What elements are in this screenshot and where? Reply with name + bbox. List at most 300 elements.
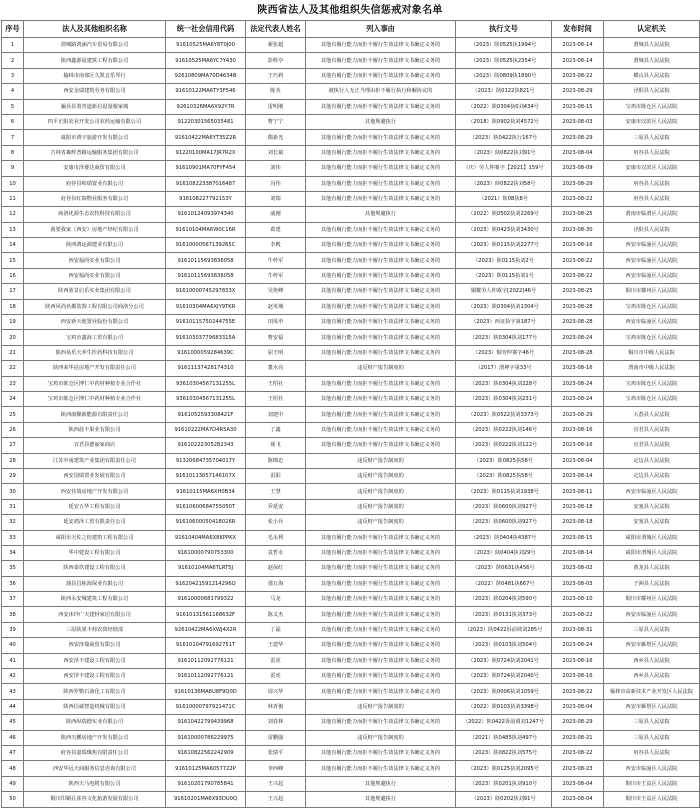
cell-col-legal-rep: 王巧莉: [246, 68, 306, 83]
table-row: [2, 592, 700, 607]
cell-col-legal-rep: 雷鹏强: [246, 730, 306, 745]
cell-col-doc-no: （2021）陕0485执刘497号: [456, 730, 552, 745]
cell-col-seq: 18: [2, 299, 24, 314]
cell-col-org-name: 西安泽丰建设工程有限公司: [24, 653, 166, 668]
cell-col-credit-code: 91610600050418026R: [166, 515, 246, 530]
cell-col-legal-rep: 曹宁宁: [246, 114, 306, 129]
cell-col-legal-rep: 毛永利: [246, 530, 306, 545]
cell-col-org-name: 府谷县红瑞物业服务有限公司: [24, 191, 166, 206]
cell-col-legal-rep: 李西峰: [246, 761, 306, 776]
cell-col-publish-date: 2023-08-14: [552, 38, 604, 53]
cell-col-authority: 西安市临潼区人民法院: [604, 315, 700, 330]
cell-col-reason: 其他有履行能力而拒不履行生效法律文书确定义务的: [306, 53, 456, 68]
cell-col-reason: 其他有履行能力而拒不履行生效法律文书确定义务的: [306, 745, 456, 760]
cell-col-reason: 违反财产报告制度的: [306, 484, 456, 499]
cell-col-legal-rep: 那万海: [246, 576, 306, 591]
cell-col-reason: 其他有履行能力而拒不履行生效法律文书确定义务的: [306, 622, 456, 637]
cell-col-doc-no: （2023）陕0631执456号: [456, 561, 552, 576]
table-row: [2, 299, 700, 314]
cell-col-org-name: 陕西荣华昆房地产开发有限责任公司: [24, 361, 166, 376]
cell-col-reason: 违反财产报告制度的: [306, 453, 456, 468]
cell-col-credit-code: 91610422799439968: [166, 715, 246, 730]
cell-col-publish-date: 2023-08-28: [552, 345, 604, 360]
cell-col-credit-code: 91610136MA6U8F9Q0D: [166, 684, 246, 699]
table-row: [2, 730, 700, 745]
cell-col-seq: 42: [2, 669, 24, 684]
cell-col-org-name: 西安沐玲广天建材家居有限公司: [24, 607, 166, 622]
cell-col-authority: 泾阳县人民法院: [604, 222, 700, 237]
cell-col-reason: 其他有履行能力而拒不履行生效法律文书确定义务的: [306, 38, 456, 53]
cell-col-legal-rep: 牛梓军: [246, 253, 306, 268]
cell-col-publish-date: 2023-08-04: [552, 792, 604, 807]
cell-col-legal-rep: 李殿: [246, 238, 306, 253]
cell-col-reason: 其他有履行能力而拒不履行生效法律文书确定义务的: [306, 561, 456, 576]
table-row: [2, 391, 700, 406]
cell-col-legal-rep: 赵英城: [246, 299, 306, 314]
cell-col-authority: 咸阳市渭城区人民法院: [604, 545, 700, 560]
cell-col-credit-code: 91320684735704017Y: [166, 453, 246, 468]
cell-col-doc-no: （2022）陕0304执0刘434号: [456, 99, 552, 114]
cell-col-doc-no: （2023）陕0115执刘1938号: [456, 484, 552, 499]
cell-col-authority: 宝鸡市陈仓区人民法院: [604, 376, 700, 391]
cell-col-credit-code: 91610113057146107X: [166, 468, 246, 483]
cell-col-credit-code: 91610122MA6TY3F546: [166, 84, 246, 99]
cell-col-reason: 其他有履行能力而拒不履行生效法律文书确定义务的: [306, 268, 456, 283]
cell-col-reason: 其他有履行能力而拒不履行生效法律文书确定义务的: [306, 161, 456, 176]
cell-col-authority: 三原县人民法院: [604, 730, 700, 745]
cell-col-authority: 三原县人民法院: [604, 622, 700, 637]
cell-col-credit-code: 91611137428174310: [166, 361, 246, 376]
cell-col-doc-no: （2023）陕0724执刘2041号: [456, 653, 552, 668]
cell-col-publish-date: 2023-08-14: [552, 53, 604, 68]
cell-col-legal-rep: 马龙: [246, 592, 306, 607]
table-row: [2, 576, 700, 591]
cell-col-legal-rep: 袁哲水: [246, 545, 306, 560]
table-row: [2, 38, 700, 53]
cell-col-org-name: 陕西永安城建筑工程有限公司: [24, 592, 166, 607]
cell-col-credit-code: 91610112092776121: [166, 653, 246, 668]
cell-col-credit-code: 9161000059284639C: [166, 345, 246, 360]
cell-col-legal-rep: 彭辉亭: [246, 53, 306, 68]
cell-col-reason: 其他有履行能力而拒不履行生效法律文书确定义务的: [306, 253, 456, 268]
cell-col-publish-date: 2023-08-03: [552, 576, 604, 591]
cell-col-doc-no: （2023）陕0404执刘29号: [456, 545, 552, 560]
cell-col-credit-code: 91610422MA6YT35Z2R: [166, 130, 246, 145]
cell-col-org-name: 延安五华工程有限公司: [24, 499, 166, 514]
cell-col-credit-code: 93610304567131255L: [166, 376, 246, 391]
cell-col-legal-rep: 雷虎: [246, 653, 306, 668]
cell-col-seq: 28: [2, 453, 24, 468]
cell-col-credit-code: 91610124093974340: [166, 207, 246, 222]
cell-col-credit-code: 91610112092776121: [166, 669, 246, 684]
cell-col-credit-code: 91610000681799322: [166, 592, 246, 607]
cell-col-authority: 西安市临潼区人民法院: [604, 761, 700, 776]
cell-col-reason: 其他有履行能力而拒不履行生效法律文书确定义务的: [306, 130, 456, 145]
cell-col-reason: 其他有履行能力而拒不履行生效法律文书确定义务的: [306, 545, 456, 560]
cell-col-authority: 铜川市王益区人民法院: [604, 792, 700, 807]
table-row: [2, 268, 700, 283]
cell-col-doc-no: （2023）陕0304执刘177号: [456, 330, 552, 345]
cell-col-authority: 西安市雁塔区人民法院: [604, 699, 700, 714]
cell-col-legal-rep: 董水亮: [246, 361, 306, 376]
cell-col-doc-no: （2017）渭神字第33号: [456, 361, 552, 376]
cell-col-credit-code: 91610600684755050T: [166, 499, 246, 514]
cell-col-org-name: 延安鸿泽工贸有限责任公司: [24, 515, 166, 530]
cell-col-org-name: 陕西泰玖建设工程有限公司: [24, 561, 166, 576]
cell-col-org-name: 西安福尚实业有限公司: [24, 268, 166, 283]
cell-col-publish-date: 2023-08-24: [552, 391, 604, 406]
cell-col-seq: 40: [2, 638, 24, 653]
cell-col-publish-date: 2023-08-22: [552, 253, 604, 268]
cell-col-org-name: 西安国瑞置业发展有限公司: [24, 468, 166, 483]
cell-col-seq: 15: [2, 253, 24, 268]
cell-col-legal-rep: 戚刚: [246, 207, 306, 222]
cell-col-seq: 19: [2, 315, 24, 330]
cell-col-legal-rep: 冯伟: [246, 176, 306, 191]
cell-col-org-name: 陕西罗勒石油化工有限公司: [24, 684, 166, 699]
cell-col-org-name: 咸阳市天佐之纺建筑工程有限公司: [24, 530, 166, 545]
cell-col-publish-date: 2023-08-22: [552, 684, 604, 699]
cell-col-credit-code: 91610222MA7D4R5A30: [166, 422, 246, 437]
cell-col-reason: 违反财产报告制度的: [306, 468, 456, 483]
cell-col-doc-no: （2023）陕0115执刘2277号: [456, 238, 552, 253]
table-row: [2, 545, 700, 560]
cell-col-authority: 宝鸡市陈仓区人民法院: [604, 330, 700, 345]
cell-col-seq: 13: [2, 222, 24, 237]
cell-col-publish-date: 2023-08-28: [552, 315, 604, 330]
cell-col-legal-rep: 曹安福: [246, 330, 306, 345]
cell-col-legal-rep: 雷阳: [246, 468, 306, 483]
page-title: 陕西省法人及其他组织失信惩戒对象名单: [257, 5, 443, 16]
cell-col-authority: 三原县人民法院: [604, 130, 700, 145]
cell-col-org-name: 华中建设工程有限公司: [24, 545, 166, 560]
cell-col-reason: 其他有履行能力而拒不履行生效法律文书确定义务的: [306, 391, 456, 406]
cell-col-credit-code: 91220100MA17JR7R2X: [166, 145, 246, 160]
cell-col-doc-no: （2023）陕0222执刘122号: [456, 438, 552, 453]
cell-col-org-name: 榆林市南郊区久凯音乐琴行: [24, 68, 166, 83]
cell-col-seq: 3: [2, 68, 24, 83]
table-row: [2, 345, 700, 360]
cell-col-authority: 西乡县人民法院: [604, 653, 700, 668]
cell-col-authority: 西安市临潼区人民法院: [604, 607, 700, 622]
cell-col-authority: 安塞县人民法院: [604, 515, 700, 530]
cell-col-reason: 其他有履行能力而拒不履行生效法律文书确定义务的: [306, 191, 456, 206]
cell-col-reason: 其他有履行能力而拒不履行生效法律文书确定义务的: [306, 145, 456, 160]
cell-col-legal-rep: 王绍社: [246, 391, 306, 406]
cell-col-reason: 其他规避执行: [306, 114, 456, 129]
cell-col-seq: 4: [2, 84, 24, 99]
cell-col-doc-no: （2023）陕0304执刘228号: [456, 376, 552, 391]
cell-col-publish-date: 2023-08-11: [552, 484, 604, 499]
cell-col-seq: 30: [2, 484, 24, 499]
cell-col-reason: 其他有履行能力而拒不履行生效法律文书确定义务的: [306, 315, 456, 330]
table-header-row: [2, 21, 700, 38]
cell-col-credit-code: 91610222305282343: [166, 438, 246, 453]
table-body: [2, 38, 700, 808]
table-row: [2, 161, 700, 176]
cell-col-authority: 安康市汉滨区人民法院: [604, 161, 700, 176]
header-col-publish-date: 发布时间: [552, 21, 604, 38]
table-row: [2, 776, 700, 791]
cell-col-legal-rep: 田凤申: [246, 315, 306, 330]
cell-col-publish-date: 2023-08-24: [552, 376, 604, 391]
cell-col-doc-no: （2022）陕0103执刘3398号: [456, 699, 552, 714]
cell-col-publish-date: 2023-08-02: [552, 561, 604, 576]
cell-col-publish-date: 2023-08-22: [552, 607, 604, 622]
cell-col-doc-no: （2023）陕0822执刘91号: [456, 145, 552, 160]
cell-col-legal-rep: 王慧: [246, 484, 306, 499]
cell-col-publish-date: 2023-08-16: [552, 438, 604, 453]
cell-col-reason: 其他有履行能力而拒不履行生效法律文书确定义务的: [306, 345, 456, 360]
cell-col-credit-code: 93610304567131255L: [166, 391, 246, 406]
cell-col-reason: 违反财产报告制度的: [306, 515, 456, 530]
cell-col-doc-no: （2023）陕0423执刘3430号: [456, 222, 552, 237]
cell-col-seq: 24: [2, 391, 24, 406]
cell-col-authority: 宜君县人民法院: [604, 438, 700, 453]
cell-col-reason: 其他有履行能力而拒不履行生效法律文书确定义务的: [306, 299, 456, 314]
cell-col-publish-date: 2023-08-15: [552, 530, 604, 545]
cell-col-credit-code: 92610422MA6XWJ4X2R: [166, 622, 246, 637]
cell-col-reason: 其他有履行能力而拒不履行生效法律文书确定义务的: [306, 376, 456, 391]
cell-col-authority: 黄龙县人民法院: [604, 561, 700, 576]
cell-col-seq: 35: [2, 561, 24, 576]
cell-col-seq: 34: [2, 545, 24, 560]
cell-col-seq: 38: [2, 607, 24, 622]
cell-col-seq: 44: [2, 699, 24, 714]
cell-col-authority: 铜川市耀州区人民法院: [604, 284, 700, 299]
cell-col-doc-no: （2022）陕0422诉前调刘1247号: [456, 715, 552, 730]
cell-col-authority: 渭南市中级人民法院: [604, 361, 700, 376]
cell-col-credit-code: 92610809MA70D4634B: [166, 68, 246, 83]
cell-col-authority: 大荔县人民法院: [604, 407, 700, 422]
table-row: [2, 607, 700, 622]
cell-col-doc-no: （2022）陕0481执667号: [456, 576, 552, 591]
cell-col-credit-code: 91620421591214296Q: [166, 576, 246, 591]
header-col-legal-rep: 法定代表人姓名: [246, 21, 306, 38]
cell-col-legal-rep: 丁磊: [246, 622, 306, 637]
cell-col-authority: 三原县人民法院: [604, 715, 700, 730]
table-row: [2, 638, 700, 653]
cell-col-reason: 被执行人无正当理由拒不履行执行和解协议的: [306, 84, 456, 99]
cell-col-authority: 府谷县人民法院: [604, 176, 700, 191]
cell-col-doc-no: （2023）西证执字第187号: [456, 315, 552, 330]
cell-col-org-name: 陕西信诚智造机械有限公司: [24, 699, 166, 714]
cell-col-legal-rep: 张小兵: [246, 515, 306, 530]
cell-col-doc-no: （2023）陕0825执58号: [456, 453, 552, 468]
table-row: [2, 438, 700, 453]
table-row: [2, 499, 700, 514]
cell-col-legal-rep: 葛建: [246, 222, 306, 237]
cell-col-legal-rep: 陈英: [246, 84, 306, 99]
cell-col-publish-date: 2023-08-29: [552, 176, 604, 191]
cell-col-legal-rep: 赵保红: [246, 561, 306, 576]
cell-col-credit-code: 91610131561168632F: [166, 607, 246, 622]
cell-col-reason: 其他有履行能力而拒不履行生效法律文书确定义务的: [306, 669, 456, 684]
cell-col-authority: 宝鸡市陈仓区人民法院: [604, 299, 700, 314]
cell-col-reason: 违反财产报告制度的: [306, 499, 456, 514]
cell-col-reason: 违反财产报告制度的: [306, 361, 456, 376]
table-row: [2, 361, 700, 376]
table-row: [2, 792, 700, 807]
cell-col-reason: 其他有履行能力而拒不履行生效法律文书确定义务的: [306, 607, 456, 622]
cell-col-credit-code: 91610525MA6YC7Y430: [166, 53, 246, 68]
cell-col-authority: 铜川市王益区人民法院: [604, 776, 700, 791]
cell-col-authority: 宝鸡市陈仓区人民法院: [604, 391, 700, 406]
cell-col-credit-code: 916108227792153Y: [166, 191, 246, 206]
cell-col-doc-no: （2023）陕0103执刘504号: [456, 638, 552, 653]
cell-col-reason: 其他有履行能力而拒不履行生效法律文书确定义务的: [306, 438, 456, 453]
cell-col-authority: 府谷县人民法院: [604, 145, 700, 160]
cell-col-doc-no: （2023）陕0202执刘91号: [456, 792, 552, 807]
cell-col-org-name: 府谷县和瑞置业有限公司: [24, 176, 166, 191]
cell-col-credit-code: 91610304MA6XJY9TKR: [166, 299, 246, 314]
cell-col-doc-no: （2023）陕0115执刘2号: [456, 253, 552, 268]
table-row: [2, 130, 700, 145]
cell-col-publish-date: 2023-08-29: [552, 130, 604, 145]
header-col-doc-no: 执行文号: [456, 21, 552, 38]
cell-col-publish-date: 2023-08-16: [552, 653, 604, 668]
cell-col-legal-rep: 雷虎: [246, 669, 306, 684]
cell-col-publish-date: 2023-08-25: [552, 207, 604, 222]
cell-col-credit-code: 91610000790753300: [166, 545, 246, 560]
table-row: [2, 745, 700, 760]
table-row: [2, 653, 700, 668]
cell-col-credit-code: 91610115750244755E: [166, 315, 246, 330]
cell-col-seq: 7: [2, 130, 24, 145]
cell-col-legal-rep: 陈义杰: [246, 607, 306, 622]
cell-col-authority: 府谷县人民法院: [604, 745, 700, 760]
cell-col-credit-code: 91610201MA6X93DU0Q: [166, 792, 246, 807]
header-col-seq: 序号: [2, 21, 24, 38]
cell-col-org-name: 陕西鑫源晨建筑工程有限公司: [24, 53, 166, 68]
cell-col-reason: 其他规避执行: [306, 207, 456, 222]
cell-col-doc-no: （2023）陕0822执刘575号: [456, 745, 552, 760]
cell-col-org-name: 陕西易乐天养生医药科技有限公司: [24, 345, 166, 360]
cell-col-org-name: 陕西天鹏房地产开发有限公司: [24, 730, 166, 745]
cell-col-org-name: 渭城路鸿涵汽车贸易有限公司: [24, 38, 166, 53]
cell-col-publish-date: 2023-08-14: [552, 468, 604, 483]
cell-col-seq: 36: [2, 576, 24, 591]
cell-col-reason: 其他有履行能力而拒不履行生效法律文书确定义务的: [306, 530, 456, 545]
cell-col-doc-no: （2023）陕0222执刘146号: [456, 422, 552, 437]
cell-col-seq: 41: [2, 653, 24, 668]
cell-col-authority: 西安市雁塔区人民法院: [604, 638, 700, 653]
cell-col-doc-no: （2023）陕0006执刘1059号: [456, 684, 552, 699]
cell-col-credit-code: 91610525MA6Y8T0J00: [166, 38, 246, 53]
cell-col-publish-date: 2023-08-24: [552, 330, 604, 345]
cell-col-doc-no: （2023）陕0825执58号: [456, 468, 552, 483]
cell-col-seq: 16: [2, 268, 24, 283]
cell-col-publish-date: 2023-08-03: [552, 114, 604, 129]
cell-col-seq: 22: [2, 361, 24, 376]
table-row: [2, 84, 700, 99]
cell-col-org-name: 陕西风尚名都装饰工程有限公司商洛分公司: [24, 299, 166, 314]
cell-col-org-name: 宝鸡市鑫海工贸有限公司: [24, 330, 166, 345]
cell-col-org-name: 江苏中南建筑产业集团有限责任公司: [24, 453, 166, 468]
cell-col-org-name: 宝鸡市陈仓区博仁中药材种植专业合作社: [24, 391, 166, 406]
cell-col-seq: 32: [2, 515, 24, 530]
blacklist-table: [1, 20, 700, 808]
cell-col-legal-rep: 吴艳峰: [246, 284, 306, 299]
cell-col-doc-no: （2023）陕0724执刘2040号: [456, 669, 552, 684]
table-row: [2, 330, 700, 345]
cell-col-doc-no: （2023）陕0125执刘2095号: [456, 761, 552, 776]
cell-col-seq: 45: [2, 715, 24, 730]
cell-col-reason: 其他有履行能力而拒不履行生效法律文书确定义务的: [306, 284, 456, 299]
cell-col-authority: 渭城县人民法院: [604, 53, 700, 68]
cell-col-publish-date: 2023-08-09: [552, 161, 604, 176]
cell-col-authority: 铜川市中级人民法院: [604, 345, 700, 360]
cell-col-authority: 宝鸡市陈仓区人民法院: [604, 99, 700, 114]
cell-col-authority: 宜君县人民法院: [604, 422, 700, 437]
cell-col-doc-no: （2023）陕0809执1890号: [456, 68, 552, 83]
cell-col-org-name: 我要我家（西安）房地产经纪有限公司: [24, 222, 166, 237]
table-row: [2, 761, 700, 776]
cell-col-seq: 29: [2, 468, 24, 483]
cell-col-doc-no: （2023）陕0822执刘58号: [456, 176, 552, 191]
cell-col-authority: 西乡县人民法院: [604, 669, 700, 684]
cell-col-legal-rep: 牛梓军: [246, 268, 306, 283]
cell-col-reason: 其他有履行能力而拒不履行生效法律文书确定义务的: [306, 68, 456, 83]
cell-col-reason: 其他有履行能力而拒不履行生效法律文书确定义务的: [306, 330, 456, 345]
cell-col-authority: 西安市临潼区人民法院: [604, 238, 700, 253]
cell-col-credit-code: 91610201790785841: [166, 776, 246, 791]
cell-col-doc-no: （2023）陕0131执刘373号: [456, 607, 552, 622]
cell-col-legal-rep: 刘瑞: [246, 191, 306, 206]
cell-col-doc-no: （2023）陕0522执刘3373号: [456, 407, 552, 422]
cell-col-publish-date: 2023-08-29: [552, 715, 604, 730]
cell-col-seq: 49: [2, 776, 24, 791]
cell-col-authority: 西安市临潼区人民法院: [604, 253, 700, 268]
table-row: [2, 684, 700, 699]
cell-col-legal-rep: 聂飞: [246, 438, 306, 453]
cell-col-legal-rep: 林青俊: [246, 699, 306, 714]
cell-col-org-name: 西安新天地置业股份有限公司: [24, 315, 166, 330]
cell-col-seq: 37: [2, 592, 24, 607]
table-row: [2, 530, 700, 545]
cell-col-seq: 26: [2, 422, 24, 437]
cell-col-legal-rep: 周兴华: [246, 684, 306, 699]
cell-col-publish-date: 2023-08-29: [552, 407, 604, 422]
cell-col-seq: 21: [2, 345, 24, 360]
table-row: [2, 468, 700, 483]
cell-col-org-name: 宝鸡市陈仓区博仁中药材种植专业合作社: [24, 376, 166, 391]
cell-col-org-name: 铜川印刷孔雀谷文化旅游发展有限公司: [24, 792, 166, 807]
cell-col-publish-date: 2023-08-16: [552, 238, 604, 253]
cell-col-legal-rep: 乔延安: [246, 499, 306, 514]
cell-col-credit-code: 91610115693836058: [166, 268, 246, 283]
table-row: [2, 484, 700, 499]
cell-col-legal-rep: 王建华: [246, 638, 306, 653]
table-row: [2, 561, 700, 576]
cell-col-credit-code: 91610822562242909: [166, 745, 246, 760]
cell-col-publish-date: 2023-08-16: [552, 361, 604, 376]
cell-col-org-name: 骊县县着青道新启设量服家城: [24, 99, 166, 114]
cell-col-publish-date: 2023-08-18: [552, 499, 604, 514]
cell-col-credit-code: 9161052593308421F: [166, 407, 246, 422]
cell-col-credit-code: 91610115MA6XH0B34: [166, 484, 246, 499]
cell-col-reason: 其他有履行能力而拒不履行生效法律文书确定义务的: [306, 653, 456, 668]
cell-col-org-name: 陕西蓝景启乐实业集团有限公司: [24, 284, 166, 299]
cell-col-legal-rep: 王兴起: [246, 776, 306, 791]
cell-col-legal-rep: 翟张超: [246, 38, 306, 53]
cell-col-doc-no: （2023）陕0304执刘231号: [456, 391, 552, 406]
cell-col-publish-date: 2023-08-22: [552, 191, 604, 206]
cell-col-org-name: 安康市泽睿达商贸有限公司: [24, 161, 166, 176]
cell-col-reason: 其他有履行能力而拒不履行生效法律文书确定义务的: [306, 422, 456, 437]
cell-col-authority: 西安市临潼区人民法院: [604, 484, 700, 499]
cell-col-publish-date: 2023-08-16: [552, 669, 604, 684]
